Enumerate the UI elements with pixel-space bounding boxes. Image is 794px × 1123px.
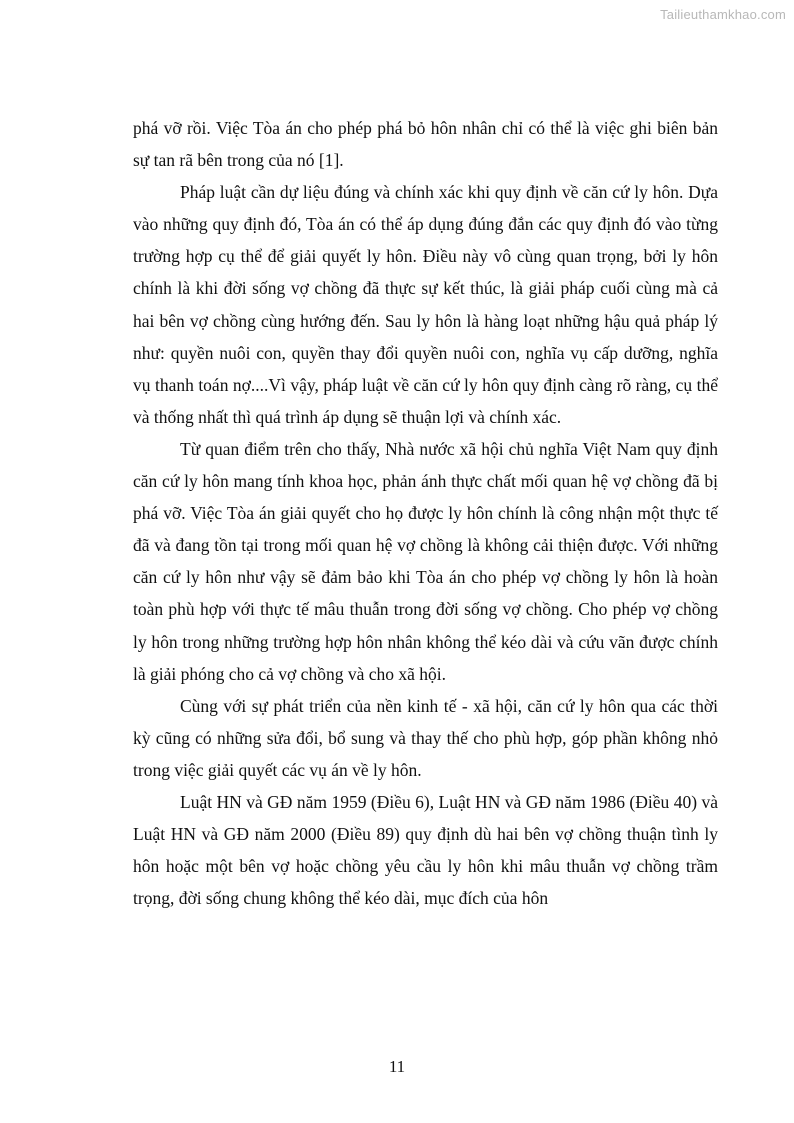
paragraph-5: Luật HN và GĐ năm 1959 (Điều 6), Luật HN và GĐ năm 1986 (Điều 40) và Luật HN và GĐ năm 2000 (Điều 89) quy định dù hai bên vợ chồng thuận tình ly hôn hoặc một bên vợ hoặc chồng yêu cầu ly hôn khi mâu thuẫn vợ chồng trầm trọng, đời sống chung không thể kéo dài, mục đích của hôn	[133, 791, 718, 909]
page-number: 11	[388, 1057, 406, 1076]
document-body	[133, 112, 718, 914]
paragraph-3: Từ quan điểm trên cho thấy, Nhà nước xã hội chủ nghĩa Việt Nam quy định căn cứ ly hôn mang tính khoa học, phản ánh thực chất mối quan hệ vợ chồng đã bị phá vỡ. Việc Tòa án giải quyết cho họ được ly hôn chính là công nhận một thực tế đã và đang tồn tại trong mối quan hệ vợ chồng là không cải thiện được. Với những căn cứ ly hôn như vậy sẽ đảm bảo khi Tòa án cho phép vợ chồng ly hôn là hoàn toàn phù hợp với thực tế mâu thuẫn trong đời sống vợ chồng. Cho phép vợ chồng ly hôn trong những trường hợp hôn nhân không thể kéo dài và cứu vãn được chính là giải phóng cho cả vợ chồng và cho xã hội.	[133, 438, 718, 684]
paragraph-2: Pháp luật cần dự liệu đúng và chính xác khi quy định về căn cứ ly hôn. Dựa vào những quy định đó, Tòa án có thể áp dụng đúng đắn các quy định đó vào từng trường hợp cụ thể để giải quyết ly hôn. Điều này vô cùng quan trọng, bởi ly hôn chính là khi đời sống vợ chồng đã thực sự kết thúc, là giải pháp cuối cùng mà cả hai bên vợ chồng cùng hướng đến. Sau ly hôn là hàng loạt những hậu quả pháp lý như: quyền nuôi con, quyền thay đổi quyền nuôi con, nghĩa vụ cấp dưỡng, nghĩa vụ thanh toán nợ....Vì vậy, pháp luật về căn cứ ly hôn quy định càng rõ ràng, cụ thể và thống nhất thì quá trình áp dụng sẽ thuận lợi và chính xác.	[133, 182, 718, 427]
paragraph-1: phá vỡ rồi. Việc Tòa án cho phép phá bỏ hôn nhân chỉ có thể là việc ghi biên bản sự tan rã bên trong của nó [1].	[133, 118, 718, 171]
paragraph-4: Cùng với sự phát triển của nền kinh tế - xã hội, căn cứ ly hôn qua các thời kỳ cũng có những sửa đổi, bổ sung và thay thế cho phù hợp, góp phần không nhỏ trong việc giải quyết các vụ án về ly hôn.	[133, 695, 718, 780]
site-watermark: Tailieuthamkhao.com	[660, 7, 786, 22]
